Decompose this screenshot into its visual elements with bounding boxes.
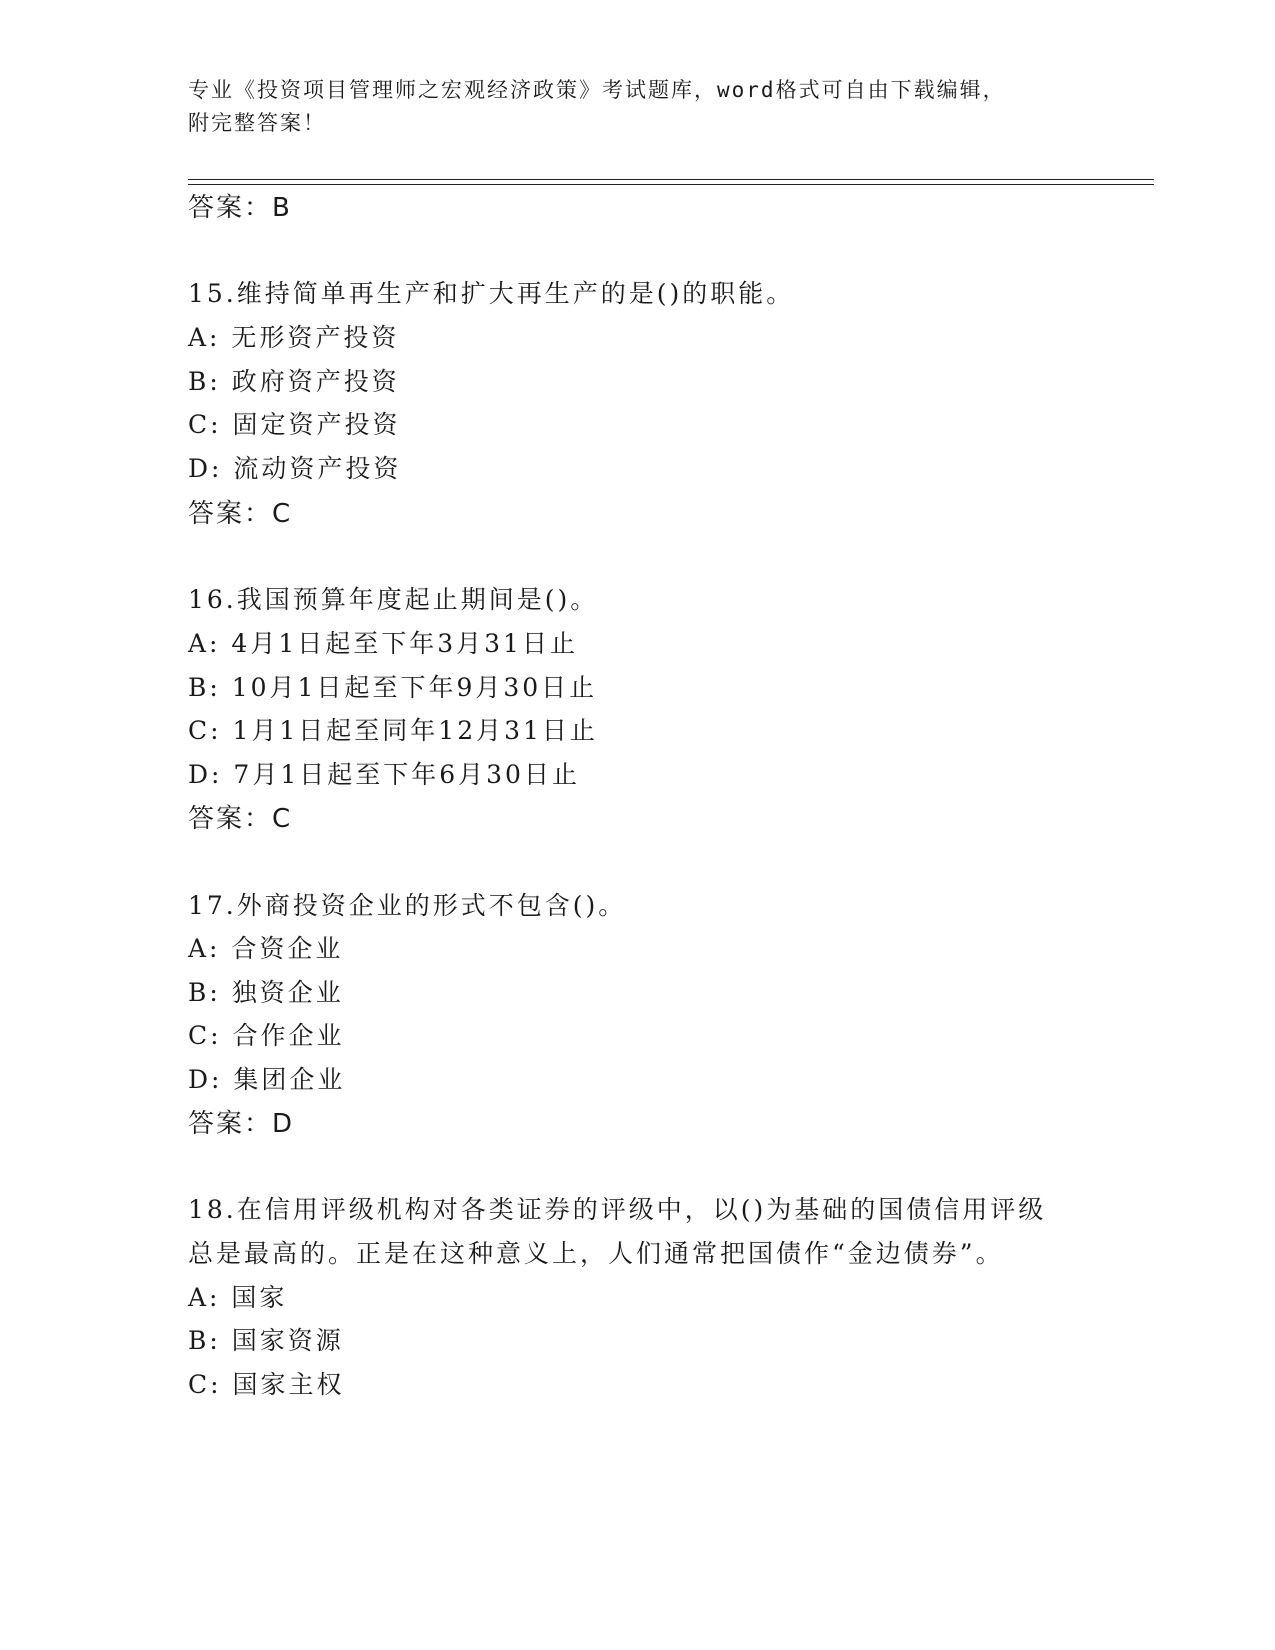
- option-17-a: A: 合资企业: [188, 934, 344, 963]
- option-18-a: A: 国家: [188, 1283, 288, 1312]
- option-17-d: D: 集团企业: [188, 1065, 346, 1094]
- answer-15: 答案：C: [188, 499, 293, 529]
- option-17-b: B: 独资企业: [188, 978, 344, 1007]
- header-line-2: 附完整答案！: [188, 111, 326, 135]
- question-15: 15.维持简单再生产和扩大再生产的是()的职能。: [188, 279, 795, 308]
- option-17-c: C: 合作企业: [188, 1021, 345, 1050]
- question-18-line-2: 总是最高的。正是在这种意义上，人们通常把国债作“金边债券”。: [188, 1239, 1004, 1268]
- option-15-d: D: 流动资产投资: [188, 454, 402, 483]
- question-16: 16.我国预算年度起止期间是()。: [188, 585, 599, 614]
- document-header: [188, 74, 1088, 140]
- header-line-1: 专业《投资项目管理师之宏观经济政策》考试题库，word格式可自由下载编辑，: [188, 78, 1006, 102]
- option-15-b: B: 政府资产投资: [188, 367, 400, 396]
- answer-17: 答案：D: [188, 1109, 295, 1139]
- header-rule-bottom: [188, 184, 1154, 185]
- question-17: 17.外商投资企业的形式不包含()。: [188, 891, 627, 920]
- option-15-c: C: 固定资产投资: [188, 410, 401, 439]
- option-16-a: A: 4月1日起至下年3月31日止: [188, 629, 578, 658]
- option-18-b: B: 国家资源: [188, 1326, 344, 1355]
- option-16-c: C: 1月1日起至同年12月31日止: [188, 716, 598, 745]
- answer-16: 答案：C: [188, 804, 293, 834]
- question-18-line-1: 18.在信用评级机构对各类证券的评级中，以()为基础的国债信用评级: [188, 1195, 1047, 1224]
- option-18-c: C: 国家主权: [188, 1370, 345, 1399]
- option-16-b: B: 10月1日起至下年9月30日止: [188, 673, 598, 702]
- option-16-d: D: 7月1日起至下年6月30日止: [188, 760, 580, 789]
- option-15-a: A: 无形资产投资: [188, 323, 400, 352]
- header-rule-top: [188, 179, 1154, 180]
- answer-14: 答案：B: [188, 193, 292, 223]
